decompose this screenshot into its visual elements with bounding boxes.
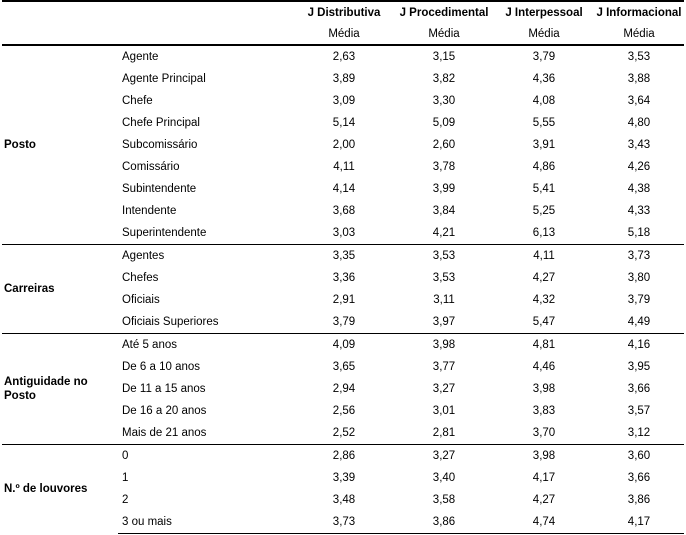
header-corner — [118, 23, 294, 45]
header-corner — [2, 1, 118, 23]
header-row — [2, 1, 684, 23]
mean-value-cell: 3,64 — [627, 95, 651, 107]
table-row — [2, 334, 684, 357]
group-label: Antiguidade no Posto — [2, 334, 118, 445]
row-label: Agente — [122, 51, 159, 63]
mean-value-cell: 3,84 — [432, 205, 456, 217]
mean-value-cell: 3,95 — [627, 361, 651, 373]
header-corner — [2, 23, 118, 45]
mean-value-cell: 5,55 — [532, 117, 556, 129]
table-body — [2, 45, 684, 534]
mean-value-cell: 3,97 — [394, 311, 494, 334]
row-label: Mais de 21 anos — [118, 422, 294, 445]
mean-value-cell: 3,99 — [432, 183, 456, 195]
mean-value-cell: 6,13 — [494, 222, 594, 245]
table-row — [2, 245, 684, 268]
row-label: De 11 a 15 anos — [122, 383, 206, 395]
mean-value-cell: 3,98 — [494, 445, 594, 468]
mean-value-cell: 3,39 — [332, 472, 356, 484]
mean-value-cell: 3,77 — [432, 361, 456, 373]
mean-value-cell: 3,86 — [627, 494, 651, 506]
group-label: N.º de louvores — [2, 445, 118, 534]
mean-value-cell: 3,43 — [627, 139, 651, 151]
mean-value-cell: 3,68 — [332, 205, 356, 217]
mean-value-cell: 2,52 — [294, 422, 394, 445]
mean-value-cell: 4,14 — [332, 183, 356, 195]
mean-value-cell: 4,17 — [532, 472, 556, 484]
table-row — [2, 45, 684, 68]
mean-value-cell: 5,41 — [532, 183, 556, 195]
mean-value-cell: 3,66 — [627, 472, 651, 484]
row-label: Intendente — [122, 205, 177, 217]
mean-value-cell: 3,73 — [594, 245, 684, 268]
mean-value-cell: 3,79 — [294, 311, 394, 334]
mean-value-cell: 3,09 — [332, 95, 356, 107]
mean-value-cell: 3,79 — [627, 294, 651, 306]
group-label: Carreiras — [2, 245, 118, 334]
mean-value-cell: 4,21 — [394, 222, 494, 245]
mean-value-cell: 3,80 — [627, 272, 651, 284]
mean-value-cell: 3,03 — [294, 222, 394, 245]
mean-value-cell: 2,63 — [332, 51, 356, 63]
mean-value-cell: 5,25 — [532, 205, 556, 217]
mean-value-cell: 5,47 — [494, 311, 594, 334]
group-label: Posto — [4, 139, 36, 151]
mean-value-cell: 3,88 — [627, 73, 651, 85]
mean-value-cell: 3,53 — [394, 245, 494, 268]
row-label: 0 — [118, 445, 294, 468]
mean-value-cell: 3,82 — [432, 73, 456, 85]
row-label: 1 — [122, 472, 129, 484]
mean-value-cell: 3,65 — [332, 361, 356, 373]
column-header: J Interpessoal — [494, 1, 594, 23]
row-label: Oficiais Superiores — [118, 311, 294, 334]
row-label: De 16 a 20 anos — [122, 405, 207, 417]
column-header: J Distributiva — [294, 1, 394, 23]
row-label: Subcomissário — [122, 139, 198, 151]
mean-value-cell: 5,18 — [594, 222, 684, 245]
mean-value-cell: 2,81 — [394, 422, 494, 445]
mean-value-cell: 3,57 — [627, 405, 651, 417]
mean-value-cell: 2,91 — [332, 294, 356, 306]
mean-value-cell: 2,56 — [332, 405, 356, 417]
row-label: Comissário — [122, 161, 180, 173]
mean-value-cell: 2,60 — [432, 139, 456, 151]
means-table — [2, 0, 684, 534]
mean-value-cell: 4,74 — [494, 511, 594, 534]
mean-value-cell: 4,32 — [532, 294, 556, 306]
mean-value-cell: 3,35 — [294, 245, 394, 268]
mean-value-cell: 4,38 — [627, 183, 651, 195]
mean-value-cell: 3,11 — [433, 294, 455, 306]
mean-value-cell: 2,86 — [294, 445, 394, 468]
mean-value-cell: 4,11 — [333, 161, 355, 173]
mean-value-cell: 3,27 — [394, 445, 494, 468]
mean-value-cell: 3,98 — [532, 383, 556, 395]
mean-value-cell: 3,79 — [532, 51, 556, 63]
mean-value-cell: 3,12 — [594, 422, 684, 445]
mean-value-cell: 3,89 — [332, 73, 356, 85]
row-label: De 6 a 10 anos — [122, 361, 201, 373]
mean-value-cell: 3,70 — [494, 422, 594, 445]
row-label: Oficiais — [122, 294, 160, 306]
subheader-row — [2, 23, 684, 45]
mean-value-cell: 4,33 — [627, 205, 651, 217]
mean-value-cell: 4,17 — [594, 511, 684, 534]
column-header: J Informacional — [594, 1, 684, 23]
mean-value-cell: 4,49 — [594, 311, 684, 334]
row-label: Até 5 anos — [118, 334, 294, 357]
column-subheader: Média — [594, 23, 684, 45]
header-corner — [118, 1, 294, 23]
row-label: Chefe — [122, 95, 153, 107]
mean-value-cell: 4,09 — [294, 334, 394, 357]
table-row — [2, 445, 684, 468]
mean-value-cell: 4,16 — [594, 334, 684, 357]
mean-value-cell: 4,08 — [532, 95, 556, 107]
mean-value-cell: 2,94 — [332, 383, 356, 395]
mean-value-cell: 4,26 — [627, 161, 651, 173]
mean-value-cell: 4,27 — [532, 494, 556, 506]
mean-value-cell: 5,14 — [332, 117, 356, 129]
mean-value-cell: 3,58 — [432, 494, 456, 506]
column-header: J Procedimental — [394, 1, 494, 23]
mean-value-cell: 4,27 — [532, 272, 556, 284]
mean-value-cell: 3,48 — [332, 494, 356, 506]
mean-value-cell: 3,53 — [627, 51, 651, 63]
mean-value-cell: 3,15 — [432, 51, 456, 63]
mean-value-cell: 4,80 — [627, 117, 651, 129]
mean-value-cell: 3,73 — [294, 511, 394, 534]
mean-value-cell: 3,66 — [627, 383, 651, 395]
row-label: Agente Principal — [122, 73, 206, 85]
column-subheader: Média — [494, 23, 594, 45]
row-label: 2 — [122, 494, 129, 506]
mean-value-cell: 4,46 — [532, 361, 556, 373]
mean-value-cell: 3,27 — [432, 383, 456, 395]
mean-value-cell: 3,30 — [432, 95, 456, 107]
mean-value-cell: 2,00 — [332, 139, 356, 151]
row-label: Chefes — [122, 272, 159, 284]
mean-value-cell: 5,09 — [432, 117, 456, 129]
mean-value-cell: 4,81 — [494, 334, 594, 357]
mean-value-cell: 4,11 — [494, 245, 594, 268]
mean-value-cell: 3,83 — [532, 405, 556, 417]
row-label: Subintendente — [122, 183, 197, 195]
mean-value-cell: 3,36 — [332, 272, 356, 284]
mean-value-cell: 3,98 — [394, 334, 494, 357]
column-subheader: Média — [294, 23, 394, 45]
mean-value-cell: 3,01 — [432, 405, 456, 417]
mean-value-cell: 3,86 — [394, 511, 494, 534]
mean-value-cell: 3,78 — [432, 161, 456, 173]
mean-value-cell: 3,40 — [432, 472, 456, 484]
row-label: Chefe Principal — [122, 117, 200, 129]
row-label: Superintendente — [118, 222, 294, 245]
mean-value-cell: 3,53 — [432, 272, 456, 284]
mean-value-cell: 4,86 — [532, 161, 556, 173]
mean-value-cell: 3,91 — [532, 139, 556, 151]
row-label: 3 ou mais — [118, 511, 294, 534]
row-label: Agentes — [118, 245, 294, 268]
column-subheader: Média — [394, 23, 494, 45]
mean-value-cell: 4,36 — [532, 73, 556, 85]
mean-value-cell: 3,60 — [594, 445, 684, 468]
